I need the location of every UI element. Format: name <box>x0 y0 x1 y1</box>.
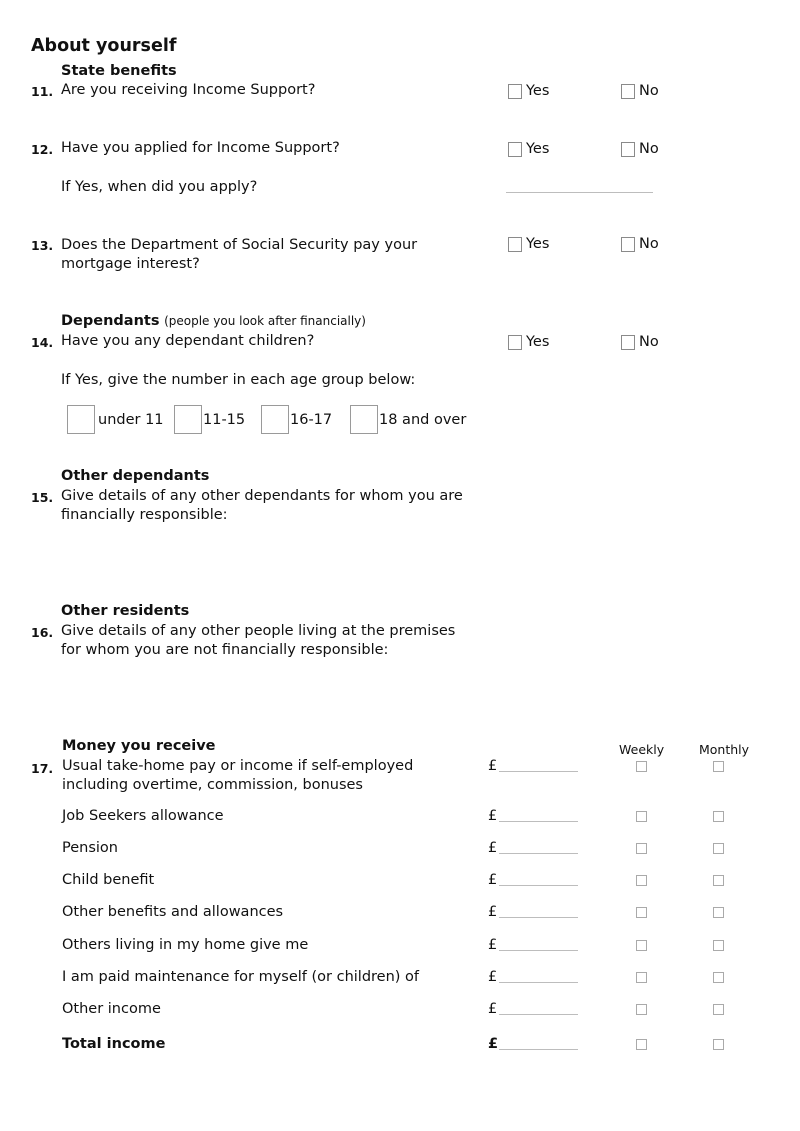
total-income-amount-field[interactable] <box>499 1049 578 1050</box>
pound-sign: £ <box>488 808 498 824</box>
income-row-maintenance: I am paid maintenance for myself (or children) of <box>62 969 420 985</box>
other-income-monthly-checkbox[interactable] <box>713 1004 724 1015</box>
takehome-weekly-checkbox[interactable] <box>636 761 647 772</box>
job-seekers-amount-field[interactable] <box>499 821 578 822</box>
job-seekers-monthly-checkbox[interactable] <box>713 811 724 822</box>
question-15-line1: Give details of any other dependants for whom you are <box>61 488 463 504</box>
age-under-11-label: under 11 <box>98 411 164 428</box>
pound-sign: £ <box>488 937 498 953</box>
question-14-text: Have you any dependant children? <box>61 333 315 349</box>
age-11-15-label: 11-15 <box>203 411 246 428</box>
other-benefits-weekly-checkbox[interactable] <box>636 907 647 918</box>
q14-no-label: No <box>639 334 659 350</box>
income-row-child-benefit: Child benefit <box>62 872 155 888</box>
age-group-16-17[interactable] <box>261 405 332 434</box>
child-benefit-monthly-checkbox[interactable] <box>713 875 724 886</box>
pension-amount-field[interactable] <box>499 853 578 854</box>
pound-sign: £ <box>488 840 498 856</box>
q13-yes-option[interactable] <box>508 236 549 252</box>
other-income-weekly-checkbox[interactable] <box>636 1004 647 1015</box>
question-16-line1: Give details of any other people living at the premises <box>61 623 456 639</box>
pound-sign: £ <box>488 1001 498 1017</box>
question-number-16: 16. <box>31 625 54 640</box>
q11-yes-label: Yes <box>526 83 550 99</box>
pound-sign: £ <box>488 904 498 920</box>
other-benefits-monthly-checkbox[interactable] <box>713 907 724 918</box>
child-benefit-amount-field[interactable] <box>499 885 578 886</box>
section-other-residents: Other residents <box>61 603 190 619</box>
q12-yes-option[interactable] <box>508 141 549 157</box>
others-living-monthly-checkbox[interactable] <box>713 940 724 951</box>
maintenance-amount-field[interactable] <box>499 982 578 983</box>
question-number-12: 12. <box>31 142 54 157</box>
q14-no-option[interactable] <box>621 334 659 350</box>
takehome-amount-field[interactable] <box>499 771 578 772</box>
q11-yes-checkbox[interactable] <box>508 84 522 99</box>
question-number-11: 11. <box>31 84 54 99</box>
others-living-weekly-checkbox[interactable] <box>636 940 647 951</box>
age-group-11-15[interactable] <box>174 405 245 434</box>
income-row-takehome-line2: including overtime, commission, bonuses <box>62 777 363 793</box>
other-income-amount-field[interactable] <box>499 1014 578 1015</box>
maintenance-monthly-checkbox[interactable] <box>713 972 724 983</box>
q12-no-option[interactable] <box>621 141 659 157</box>
pound-sign: £ <box>488 969 498 985</box>
q13-no-label: No <box>639 236 659 252</box>
question-14-followup: If Yes, give the number in each age group below: <box>61 372 416 388</box>
age-16-17-input[interactable] <box>261 405 289 434</box>
income-row-other-benefits: Other benefits and allowances <box>62 904 284 920</box>
question-12-followup: If Yes, when did you apply? <box>61 179 258 195</box>
weekly-column-header: Weekly <box>619 742 665 757</box>
income-row-takehome-line1: Usual take-home pay or income if self-employed <box>62 758 414 774</box>
maintenance-weekly-checkbox[interactable] <box>636 972 647 983</box>
q11-no-option[interactable] <box>621 83 659 99</box>
pound-sign: £ <box>488 758 498 774</box>
question-number-17: 17. <box>31 761 54 776</box>
question-12-text: Have you applied for Income Support? <box>61 140 340 156</box>
total-income-monthly-checkbox[interactable] <box>713 1039 724 1050</box>
q12-yes-checkbox[interactable] <box>508 142 522 157</box>
section-state-benefits: State benefits <box>61 63 177 79</box>
age-group-under-11[interactable] <box>67 405 164 434</box>
child-benefit-weekly-checkbox[interactable] <box>636 875 647 886</box>
q13-no-checkbox[interactable] <box>621 237 635 252</box>
pound-sign: £ <box>488 1036 499 1052</box>
section-other-dependants: Other dependants <box>61 468 210 484</box>
section-money-you-receive: Money you receive <box>62 738 216 754</box>
q13-no-option[interactable] <box>621 236 659 252</box>
q12-yes-label: Yes <box>526 141 550 157</box>
page-title: About yourself <box>31 36 177 56</box>
total-income-label: Total income <box>62 1036 166 1052</box>
section-dependants-heading <box>61 313 366 329</box>
q13-yes-checkbox[interactable] <box>508 237 522 252</box>
q11-no-checkbox[interactable] <box>621 84 635 99</box>
job-seekers-weekly-checkbox[interactable] <box>636 811 647 822</box>
monthly-column-header: Monthly <box>699 742 750 757</box>
question-13-line2: mortgage interest? <box>61 256 200 272</box>
question-number-15: 15. <box>31 490 54 505</box>
total-income-weekly-checkbox[interactable] <box>636 1039 647 1050</box>
pension-monthly-checkbox[interactable] <box>713 843 724 854</box>
age-16-17-label: 16-17 <box>290 411 333 428</box>
section-dependants-note: (people you look after financially) <box>164 314 366 328</box>
question-number-14: 14. <box>31 335 54 350</box>
others-living-amount-field[interactable] <box>499 950 578 951</box>
q12-no-label: No <box>639 141 659 157</box>
income-row-job-seekers: Job Seekers allowance <box>62 808 224 824</box>
age-group-18-over[interactable] <box>350 405 466 434</box>
question-13-line1: Does the Department of Social Security pay your <box>61 237 418 253</box>
income-row-other-income: Other income <box>62 1001 161 1017</box>
q12-no-checkbox[interactable] <box>621 142 635 157</box>
question-15-line2: financially responsible: <box>61 507 228 523</box>
q14-yes-option[interactable] <box>508 334 549 350</box>
income-row-pension: Pension <box>62 840 118 856</box>
apply-date-field[interactable] <box>506 192 653 193</box>
age-under-11-input[interactable] <box>67 405 95 434</box>
question-number-13: 13. <box>31 238 54 253</box>
age-18-over-label: 18 and over <box>379 411 467 428</box>
age-11-15-input[interactable] <box>174 405 202 434</box>
q14-no-checkbox[interactable] <box>621 335 635 350</box>
takehome-monthly-checkbox[interactable] <box>713 761 724 772</box>
q11-no-label: No <box>639 83 659 99</box>
age-18-over-input[interactable] <box>350 405 378 434</box>
q11-yes-option[interactable] <box>508 83 549 99</box>
other-benefits-amount-field[interactable] <box>499 917 578 918</box>
pension-weekly-checkbox[interactable] <box>636 843 647 854</box>
income-row-others-living: Others living in my home give me <box>62 937 309 953</box>
q14-yes-label: Yes <box>526 334 550 350</box>
question-11-text: Are you receiving Income Support? <box>61 82 316 98</box>
q13-yes-label: Yes <box>526 236 550 252</box>
q14-yes-checkbox[interactable] <box>508 335 522 350</box>
question-16-line2: for whom you are not financially responsible: <box>61 642 389 658</box>
pound-sign: £ <box>488 872 498 888</box>
section-dependants: Dependants <box>61 313 160 329</box>
